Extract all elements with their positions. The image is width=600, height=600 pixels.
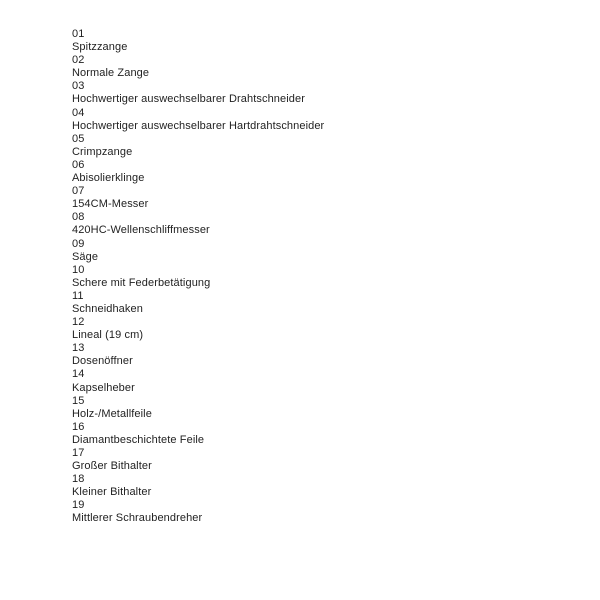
list-item <box>72 133 324 159</box>
item-label: Hochwertiger auswechselbarer Drahtschneider <box>72 93 305 106</box>
item-number: 15 <box>72 394 85 407</box>
item-label: Säge <box>72 250 99 263</box>
item-label: Kapselheber <box>72 381 135 394</box>
item-label: Mittlerer Schraubendreher <box>72 512 203 525</box>
item-label: Lineal (19 cm) <box>72 329 144 342</box>
list-item <box>72 211 324 237</box>
item-number: 06 <box>72 158 85 171</box>
item-number: 08 <box>72 211 85 224</box>
item-number: 02 <box>72 54 85 67</box>
item-label: 154CM-Messer <box>72 198 149 211</box>
list-item <box>72 342 324 368</box>
item-number: 07 <box>72 185 85 198</box>
item-label: Schneidhaken <box>72 302 143 315</box>
list-item <box>72 238 324 264</box>
item-number: 14 <box>72 368 85 381</box>
list-item <box>72 185 324 211</box>
list-item <box>72 473 324 499</box>
item-label: Dosenöffner <box>72 355 133 368</box>
list-item <box>72 80 324 106</box>
item-label: Großer Bithalter <box>72 460 152 473</box>
item-label: Abisolierklinge <box>72 172 145 185</box>
list-item <box>72 368 324 394</box>
item-label: Hochwertiger auswechselbarer Hartdrahtschneider <box>72 119 325 132</box>
list-item <box>72 290 324 316</box>
item-label: Kleiner Bithalter <box>72 486 152 499</box>
item-label: 420HC-Wellenschliffmesser <box>72 224 210 237</box>
item-label: Schere mit Federbetätigung <box>72 276 211 289</box>
list-item <box>72 28 324 54</box>
item-label: Normale Zange <box>72 67 150 80</box>
list-item <box>72 447 324 473</box>
list-item <box>72 499 324 525</box>
list-item <box>72 159 324 185</box>
item-label: Crimpzange <box>72 145 133 158</box>
item-label: Holz-/Metallfeile <box>72 407 152 420</box>
item-number: 09 <box>72 237 85 250</box>
item-number: 05 <box>72 132 85 145</box>
list-item <box>72 54 324 80</box>
item-number: 17 <box>72 447 85 459</box>
list-item <box>72 264 324 290</box>
item-number: 01 <box>72 28 85 40</box>
item-number: 11 <box>72 289 84 302</box>
item-number: 19 <box>72 499 85 512</box>
tool-list <box>72 28 324 526</box>
item-number: 10 <box>72 263 85 276</box>
item-number: 18 <box>72 473 85 486</box>
item-label: Diamantbeschichtete Feile <box>72 433 205 446</box>
list-item <box>72 395 324 421</box>
list-item <box>72 421 324 447</box>
item-number: 13 <box>72 342 85 355</box>
item-label: Spitzzange <box>72 41 128 54</box>
item-number: 03 <box>72 80 85 93</box>
item-number: 04 <box>72 106 85 119</box>
item-number: 16 <box>72 420 85 433</box>
item-number: 12 <box>72 316 85 329</box>
list-item <box>72 107 324 133</box>
list-item <box>72 316 324 342</box>
